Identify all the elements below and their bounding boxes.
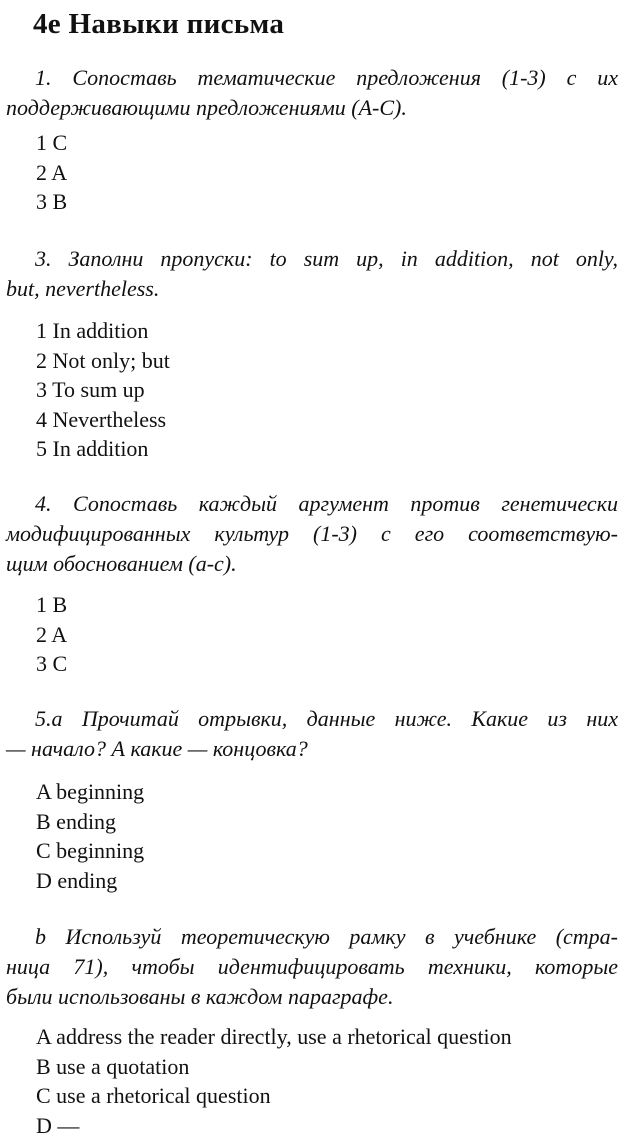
task-1-line-1: 1. Сопоставь тематические предложения (1-3) с их — [35, 65, 618, 90]
task-4-line-3: щим обоснованием (a-c). — [6, 551, 237, 576]
task-5b-line-1: b Используй теоретическую рамку в учебнике (стра- — [35, 924, 618, 949]
answer-item: 2 A — [36, 159, 68, 185]
answer-item: B use a quotation — [36, 1053, 190, 1079]
task-3-answers — [36, 316, 170, 464]
answer-item: 5 In addition — [36, 436, 149, 461]
answer-item: 3 To sum up — [36, 377, 145, 402]
task-5a-line-2: — начало? А какие — концовка? — [6, 736, 308, 761]
answer-item: C use a rhetorical question — [36, 1083, 271, 1108]
section-title: 4e Навыки письма — [33, 8, 285, 40]
answer-item: 1 B — [36, 592, 68, 617]
task-3-instruction — [6, 244, 618, 304]
task-1-answers — [36, 128, 67, 217]
task-4-answers — [36, 590, 67, 679]
answer-item: 2 Not only; but — [36, 347, 170, 373]
answer-item: 2 A — [36, 621, 68, 647]
task-5a-answers — [36, 777, 144, 895]
task-4-line-2: модифицированных культур (1-3) с его соответствую- — [6, 521, 618, 546]
task-5b-instruction — [6, 922, 618, 1012]
answer-item: D — — [36, 1112, 80, 1138]
answer-item: 3 B — [36, 189, 68, 214]
task-3-line-2: but, nevertheless. — [6, 276, 160, 301]
answer-item: 1 In addition — [36, 318, 149, 343]
task-5a-line-1: 5.a Прочитай отрывки, данные ниже. Какие из них — [35, 706, 618, 731]
task-1-line-2: поддерживающими предложениями (A-C). — [6, 95, 407, 120]
answer-item: 4 Nevertheless — [36, 406, 167, 432]
answer-item: A address the reader directly, use a rhetorical question — [36, 1024, 512, 1049]
answer-item: C beginning — [36, 838, 145, 863]
task-5b-line-3: были использованы в каждом параграфе. — [6, 984, 394, 1009]
task-5b-line-2: ница 71), чтобы идентифицировать техники, которые — [6, 954, 618, 979]
answer-item: D ending — [36, 867, 118, 893]
task-5a-instruction — [6, 704, 618, 764]
answer-item: 3 C — [36, 651, 68, 676]
task-1-instruction — [6, 63, 618, 123]
answer-item: A beginning — [36, 779, 145, 804]
answer-item: B ending — [36, 808, 117, 834]
task-3-line-1: 3. Заполни пропуски: to sum up, in addition, not only, — [35, 246, 618, 271]
task-4-instruction — [6, 489, 618, 579]
task-5b-answers — [36, 1022, 512, 1140]
answer-item: 1 C — [36, 130, 68, 155]
task-4-line-1: 4. Сопоставь каждый аргумент против генетически — [35, 491, 618, 516]
